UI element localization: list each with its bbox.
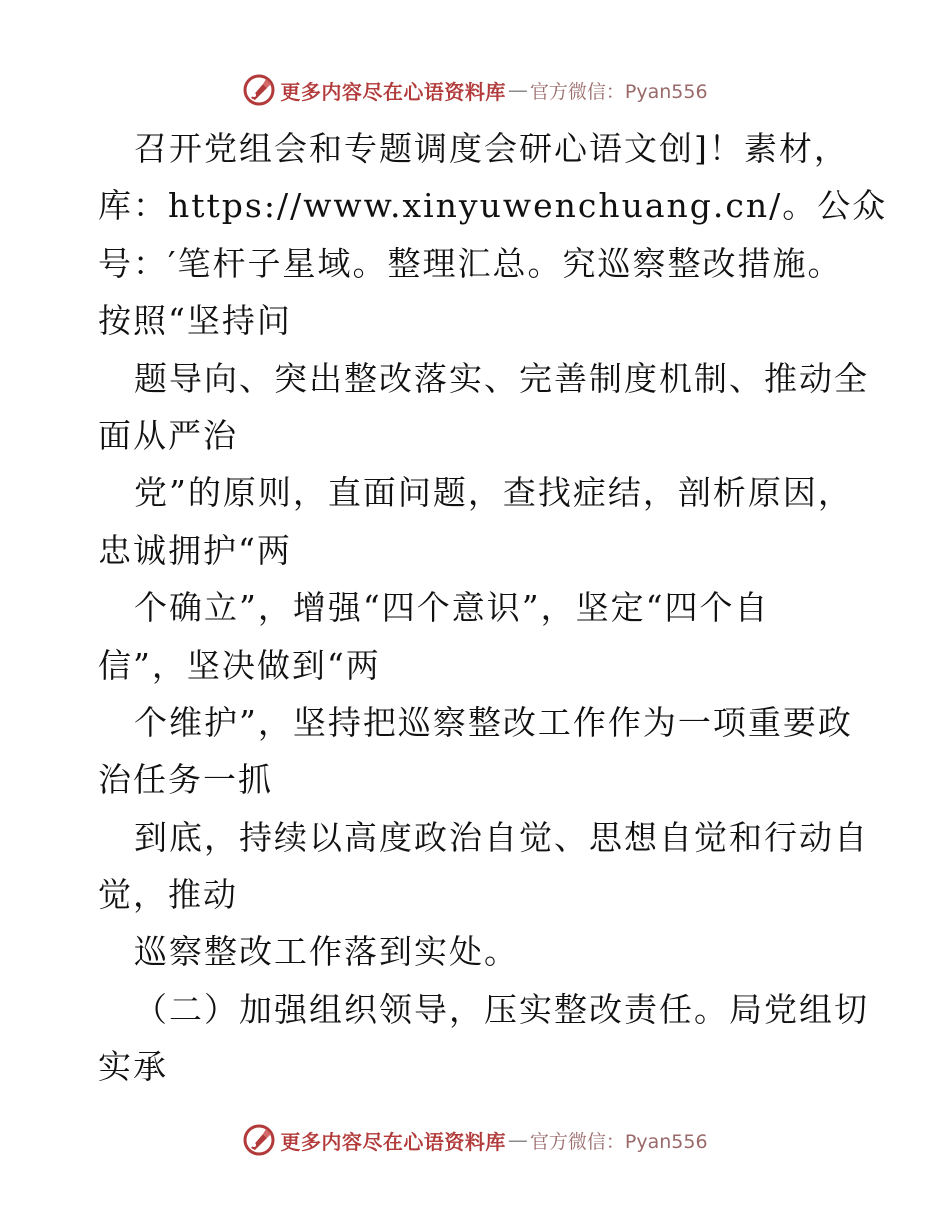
banner-left-text: 更多内容尽在心语资料库	[280, 1129, 506, 1154]
text-line: 号：′笔杆子星域。整理汇总。究巡察整改措施。	[98, 243, 843, 283]
text-line: 信”，坚决做到“两	[98, 645, 381, 685]
text-line: 题导向、突出整改落实、完善制度机制、推动全	[134, 358, 869, 398]
text-line: （二）加强组织领导，压实整改责任。局党组切	[134, 989, 869, 1029]
banner-separator: —	[507, 78, 528, 102]
text-line: 库：https://www.xinyuwenchuang.cn/。公众	[98, 186, 888, 226]
text-line: 党”的原则，直面问题，查找症结，剖析原因，	[134, 473, 853, 513]
text-line: 个维护”，坚持把巡察整改工作作为一项重要政	[134, 702, 853, 742]
header-watermark-banner	[0, 70, 950, 110]
text-line: 面从严治	[98, 415, 238, 455]
document-body	[98, 120, 888, 1096]
text-line: 个确立”，增强“四个意识”，坚定“四个自	[134, 588, 770, 628]
text-line: 治任务一抓	[98, 760, 273, 800]
text-line: 实承	[98, 1047, 168, 1087]
banner-right-text: 官方微信：Pyan556	[529, 1130, 708, 1153]
banner-right-text: 官方微信：Pyan556	[529, 80, 708, 103]
text-line: 按照“坚持问	[98, 301, 292, 341]
pen-logo-icon	[242, 1123, 276, 1157]
footer-watermark-banner	[0, 1120, 950, 1160]
text-line: 到底，持续以高度政治自觉、思想自觉和行动自	[134, 817, 869, 857]
text-line: 巡察整改工作落到实处。	[134, 932, 519, 972]
text-line: 召开党组会和专题调度会研心语文创]！素材，	[134, 129, 849, 168]
banner-separator: —	[507, 1128, 528, 1152]
text-line: 忠诚拥护“两	[98, 530, 292, 570]
banner-left-text: 更多内容尽在心语资料库	[280, 79, 506, 104]
pen-logo-icon	[242, 73, 276, 107]
text-line: 觉，推动	[98, 875, 238, 915]
